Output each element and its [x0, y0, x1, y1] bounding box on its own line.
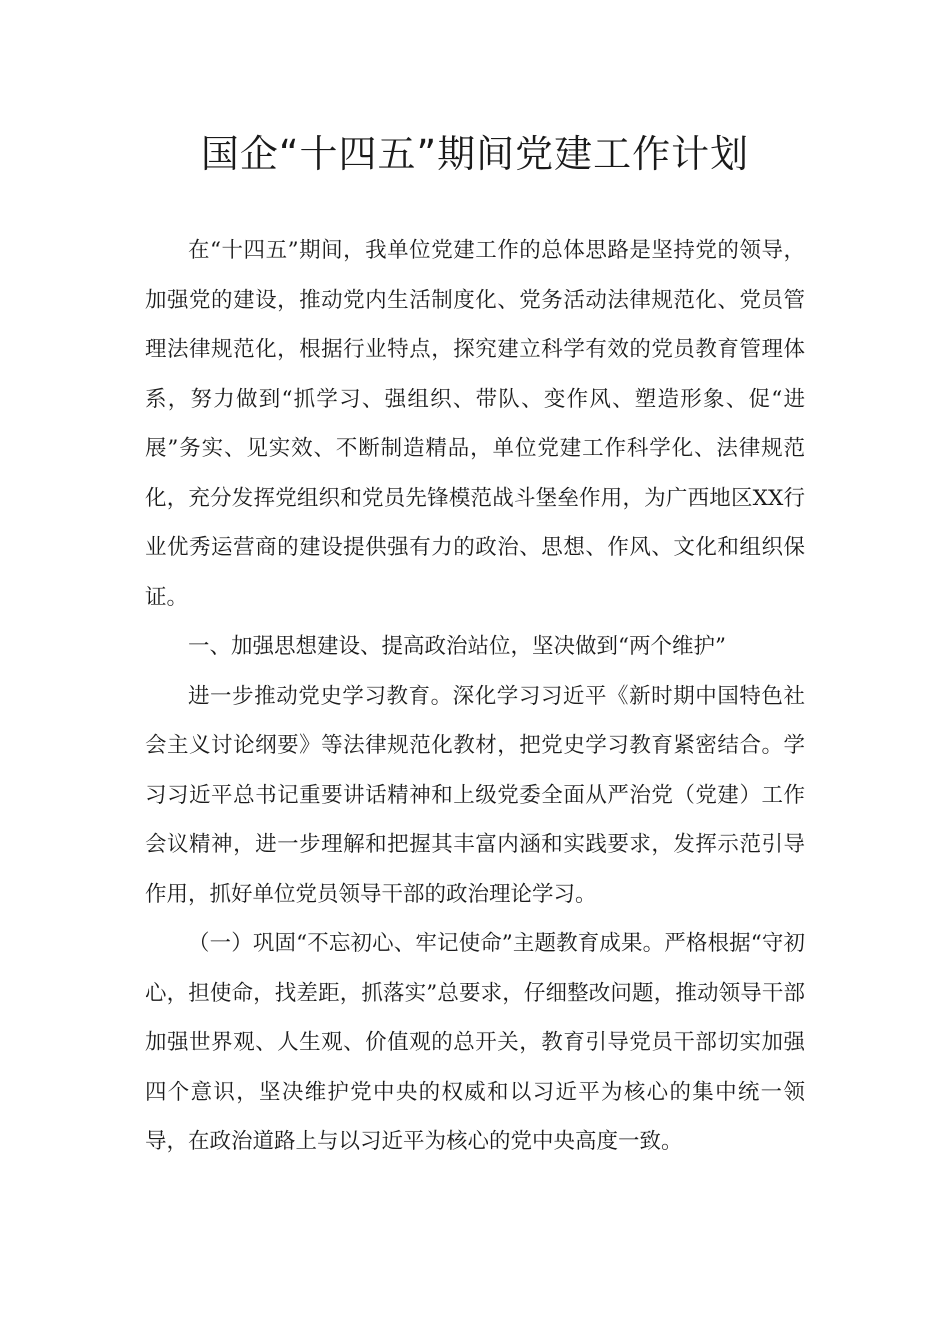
document-body	[145, 226, 805, 1167]
paragraph-intro: 在“十四五”期间，我单位党建工作的总体思路是坚持党的领导，加强党的建设，推动党内生活制度化、党务活动法律规范化、党员管理法律规范化，根据行业特点，探究建立科学有效的党员教育管理体系，努力做到“抓学习、强组织、带队、变作风、塑造形象、促“进展”务实、见实效、不断制造精品，单位党建工作科学化、法律规范化，充分发挥党组织和党员先锋模范战斗堡垒作用，为广西地区XX行业优秀运营商的建设提供强有力的政治、思想、作风、文化和组织保证。	[145, 238, 805, 610]
section-heading-1: 一、加强思想建设、提高政治站位，坚决做到“两个维护”	[188, 634, 726, 659]
paragraph-party-history: 进一步推动党史学习教育。深化学习习近平《新时期中国特色社会主义讨论纲要》等法律规范化教材，把党史学习教育紧密结合。学习习近平总书记重要讲话精神和上级党委全面从严治党（党建）工作会议精神，进一步理解和把握其丰富内涵和实践要求，发挥示范引导作用，抓好单位党员领导干部的政治理论学习。	[145, 683, 805, 907]
paragraph-subsection-1: （一）巩固“不忘初心、牢记使命”主题教育成果。严格根据“守初心，担使命，找差距，抓落实”总要求，仔细整改问题，推动领导干部加强世界观、人生观、价值观的总开关，教育引导党员干部切实加强四个意识，坚决维护党中央的权威和以习近平为核心的集中统一领导，在政治道路上与以习近平为核心的党中央高度一致。	[145, 931, 805, 1154]
document-title: 国企“十四五”期间党建工作计划	[200, 132, 750, 176]
